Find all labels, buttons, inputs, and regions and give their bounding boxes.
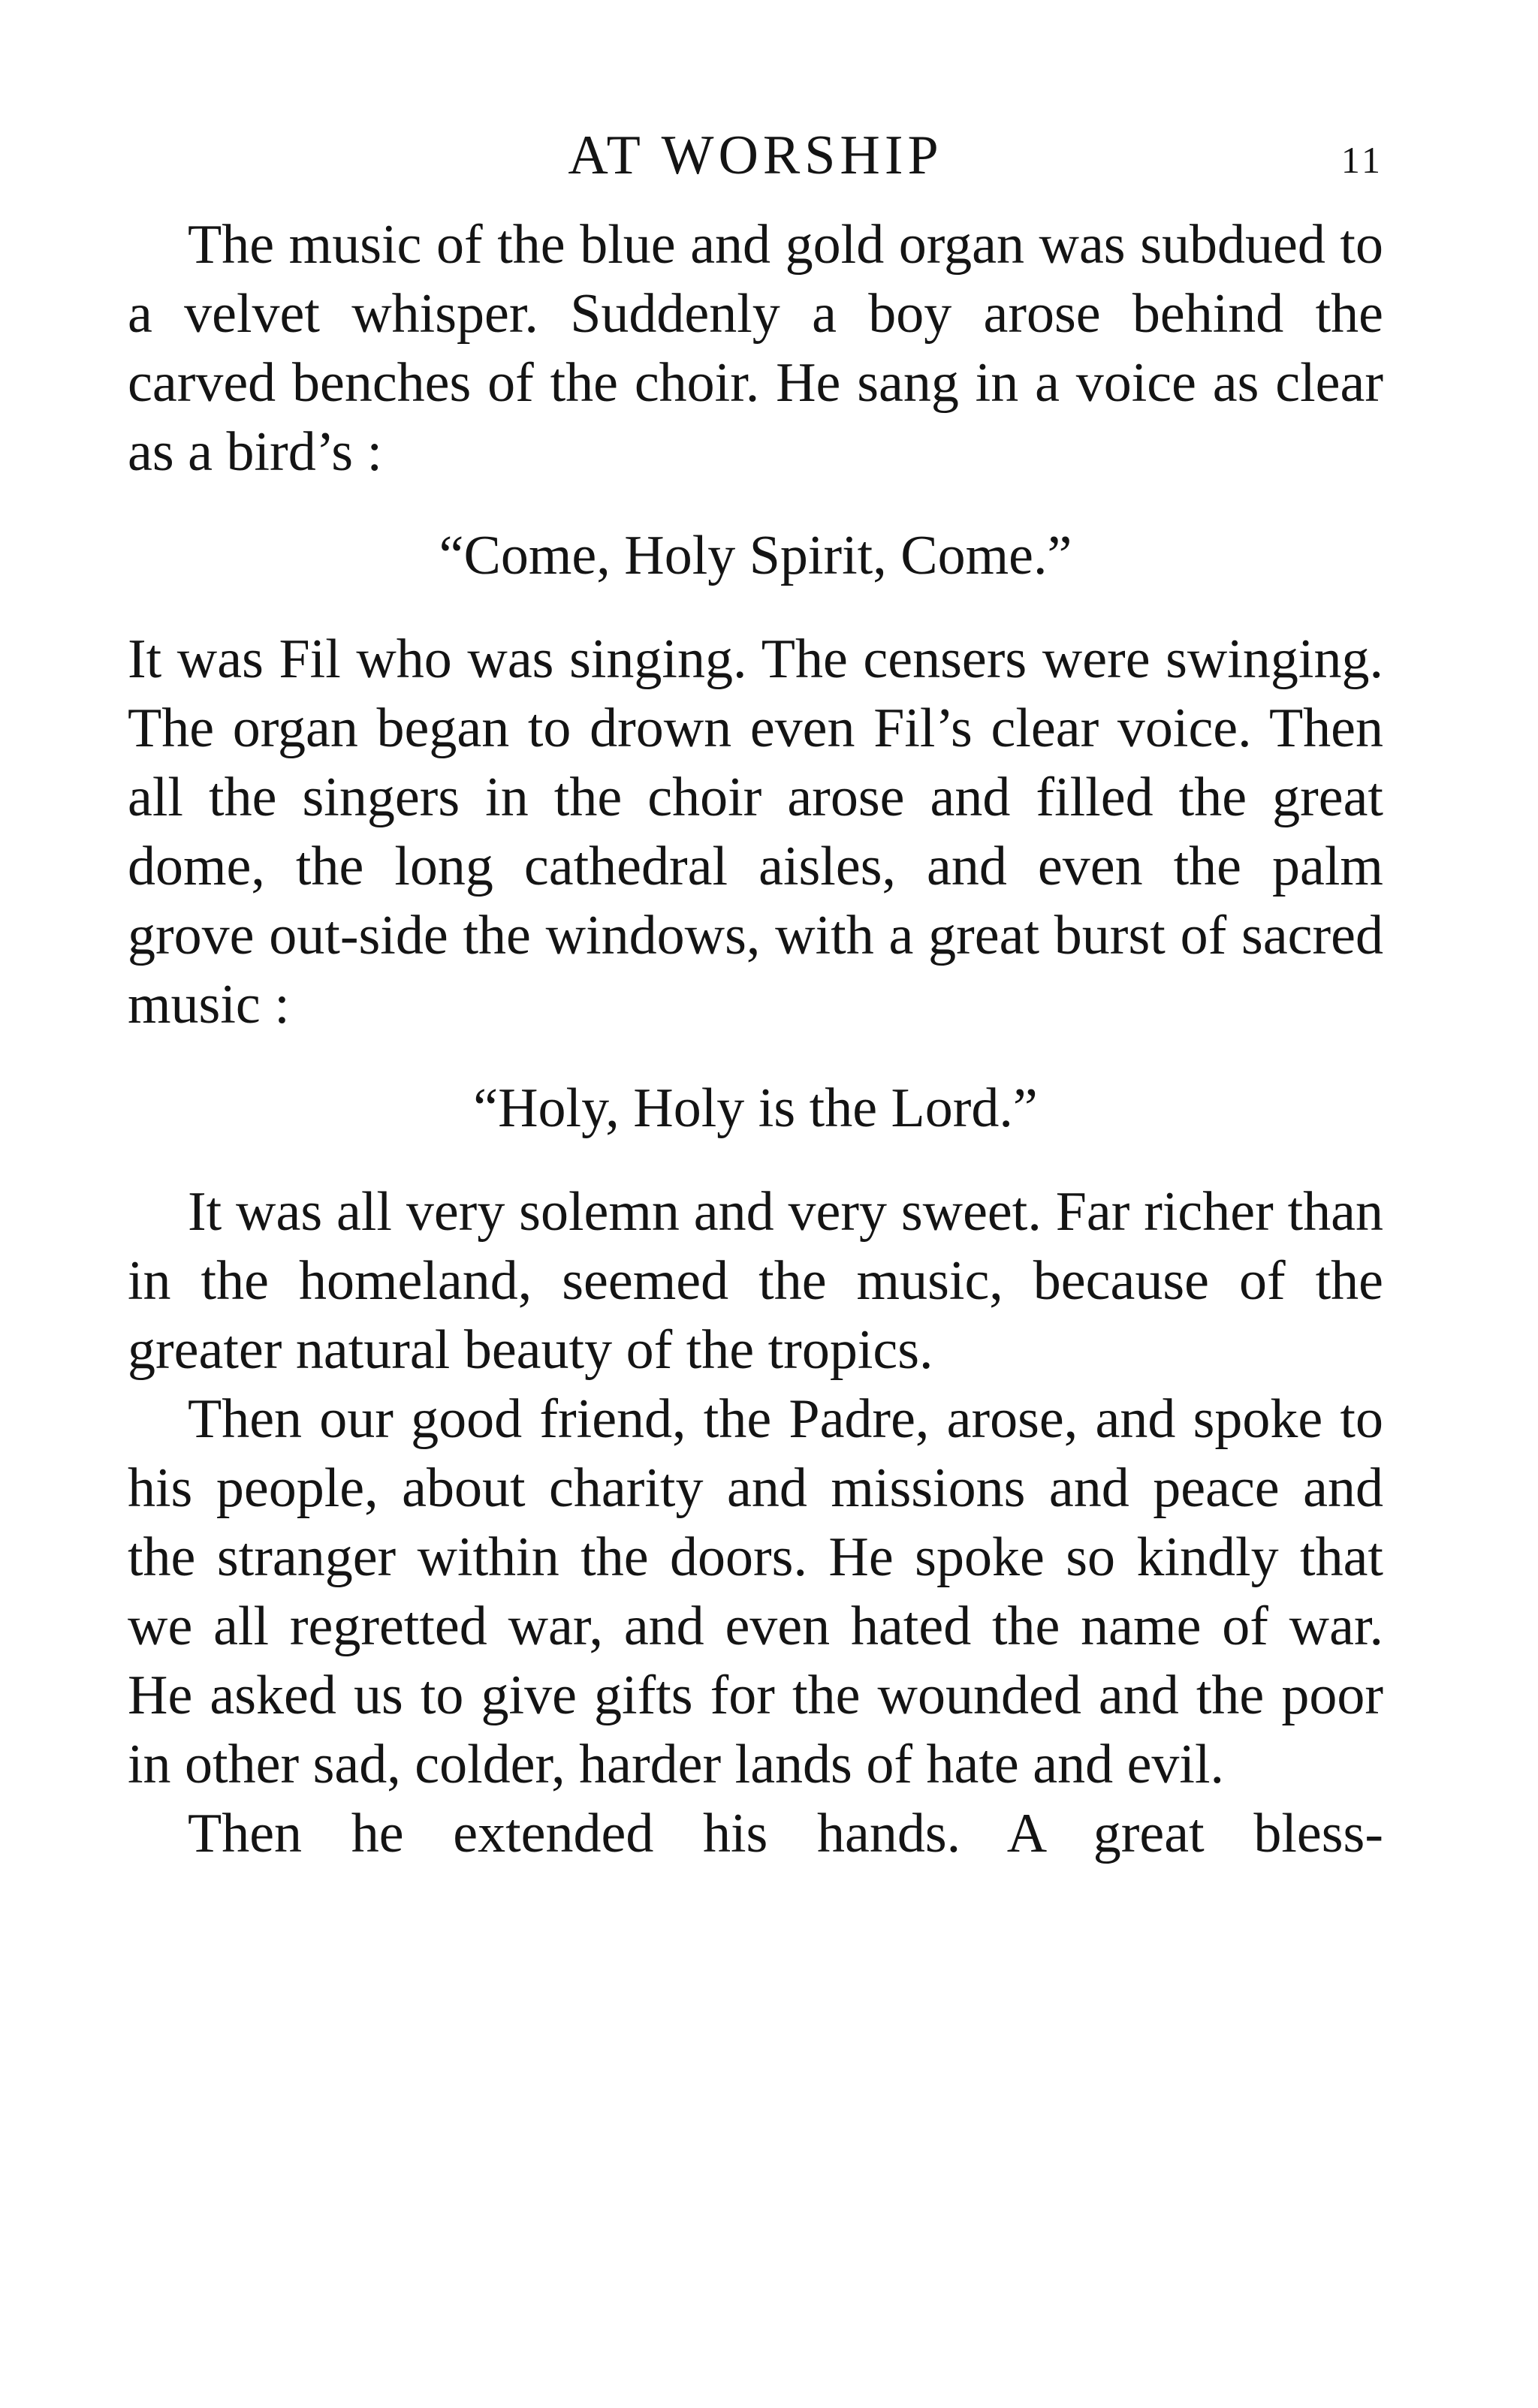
paragraph-solemn-sweet: It was all very solemn and very sweet. Far richer than in the homeland, seemed the music, because of the greater natural beauty of the tropics. (128, 1181, 1383, 1381)
book-page (128, 125, 1383, 1868)
chapter-title: AT WORSHIP (568, 125, 943, 186)
hymn-quote-come-holy-spirit: “Come, Holy Spirit, Come.” (439, 525, 1072, 586)
paragraph-fil-singing: It was Fil who was singing. The censers were swinging. The organ began to drown even Fil’s clear voice. Then all the singers in the choir arose and filled the great dome, the long cathedral aisles, and even the palm grove out-side the windows, with a great burst of sacred music : (128, 628, 1383, 1035)
running-head (128, 125, 1383, 210)
page-number: 11 (1340, 139, 1383, 181)
paragraph-organ-music: The music of the blue and gold organ was subdued to a velvet whisper. Suddenly a boy arose behind the carved benches of the choir. He sang in a voice as clear as a bird’s : (128, 214, 1383, 483)
paragraph-blessing: Then he extended his hands. A great bless- (188, 1803, 1383, 1864)
paragraph-padre-speaks: Then our good friend, the Padre, arose, and spoke to his people, about charity and missions and peace and the stranger within the doors. He spoke so kindly that we all regretted war, and even hated the name of war. He asked us to give gifts for the wounded and the poor in other sad, colder, harder lands of hate and evil. (128, 1388, 1383, 1795)
body-text (128, 210, 1383, 1868)
hymn-quote-holy-holy: “Holy, Holy is the Lord.” (473, 1077, 1038, 1139)
